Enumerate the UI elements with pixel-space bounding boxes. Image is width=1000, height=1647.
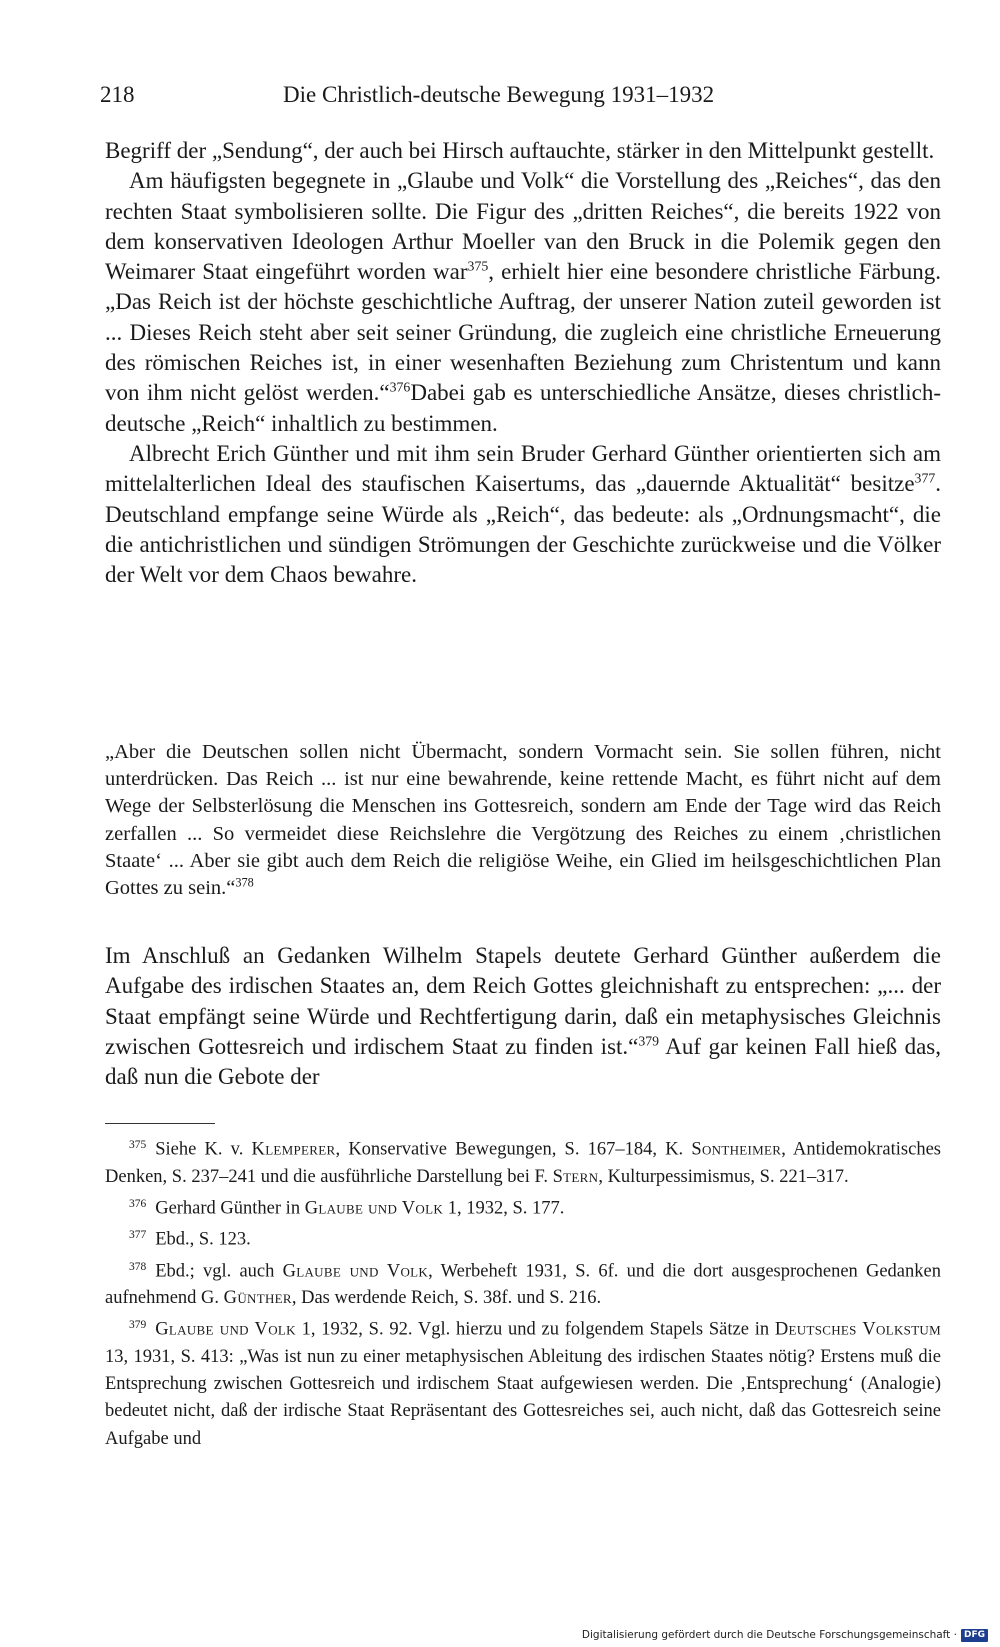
footnote-text: Ebd.; vgl. auch [155, 1261, 283, 1281]
footnote-ref-376[interactable]: 376 [389, 380, 411, 396]
footnote-text: 13, 1931, S. 413: „Was ist nun zu einer metaphysischen Ableitung des irdischen Staates nötig? Erstens muß die Entsprechung zwischen Gottesreich und irdischem Staat aufgewiesen werden. Die ‚Entsprechung‘ (Analogie) bedeutet nicht, daß der irdische Staat Repräsentant des Gottesreiches sei, auch nicht, daß das Gottesreich seine Aufgabe und [105, 1346, 941, 1449]
footnote-text: 1, 1932, S. 92. Vgl. hierzu und zu folgendem Stapels Sätze in [295, 1319, 775, 1340]
footnote-379 [105, 1312, 941, 1452]
paragraph-3 [105, 439, 941, 590]
paragraph-1 [105, 136, 941, 166]
main-text-block-1 [105, 136, 941, 590]
paragraph-4-text-b: Auf gar keinen Fall hieß das, daß nun die Gebote der [105, 1033, 941, 1090]
footnote-text: Gerhard Günther in [155, 1198, 305, 1218]
footnote-text: , Kulturpessimismus, S. 221–317. [598, 1166, 849, 1187]
paragraph-2-text-c: Dabei gab es unterschiedliche Ansätze, dieses christlich-deutsche „Reich“ inhaltlich zu bestimmen. [105, 380, 941, 436]
page-number: 218 [100, 82, 135, 107]
page-header [100, 78, 760, 112]
footnote-377 [105, 1222, 941, 1254]
paragraph-2 [105, 166, 941, 439]
credit-text: Digitalisierung gefördert durch die Deutsche Forschungsgemeinschaft · [581, 1629, 957, 1641]
paragraph-3-text-a: Albrecht Erich Günther und mit ihm sein Bruder Gerhard Günther orientierten sich am mittelalterlichen Ideal des staufischen Kaisertums, das „dauernde Aktualität“ besitze [105, 440, 941, 497]
footnote-number: 377 [129, 1229, 147, 1242]
footnote-divider [105, 1123, 215, 1124]
footnote-number: 375 [129, 1139, 147, 1151]
author-name: Sontheimer [691, 1139, 782, 1160]
author-name: Günther [223, 1288, 292, 1309]
footnote-number: 378 [129, 1260, 147, 1273]
footnote-number: 379 [129, 1319, 147, 1332]
journal-name: Deutsches Volkstum [774, 1319, 941, 1340]
footnote-text: , Das werdende Reich, S. 38f. und S. 216. [291, 1288, 602, 1309]
footnote-text: 1, 1932, S. 177. [443, 1198, 565, 1218]
journal-name: Glaube und Volk [282, 1261, 429, 1281]
footnote-ref-375[interactable]: 375 [467, 258, 489, 274]
author-name: Klemperer [251, 1139, 336, 1160]
footnote-ref-377[interactable]: 377 [914, 471, 936, 486]
footnote-375 [105, 1132, 941, 1191]
paragraph-4-text-a: Im Anschluß an Gedanken Wilhelm Stapels deutete Gerhard Günther außerdem die Aufgabe des irdischen Staates an, dem Reich Gottes gleichnishaft zu entsprechen: „... der Staat empfängt seine Würde und Rechtfertigung darin, daß ein metaphysisches Gleichnis zwischen Gottesreich und irdischem Staat zu finden ist.“ [105, 943, 941, 1059]
quote-text: „Aber die Deutschen sollen nicht Übermacht, sondern Vormacht sein. Sie sollen führen, nicht unterdrücken. Das Reich ... ist nur eine bewahrende, keine rettende Macht, es führt nicht auf dem Wege der Selbsterlösung die Menschen ins Gottesreich, sondern am Ende der Tage wird das Reich zerfallen ... So vermeidet diese Reichslehre die Vergötzung des Reiches zu einem ‚christlichen Staate‘ ... Aber sie gibt auch dem Reich die religiöse Weihe, ein Glied im heilsgeschichtlichen Plan Gottes zu sein.“ [105, 741, 941, 900]
quote-paragraph [105, 739, 941, 902]
dfg-logo-icon: DFG [961, 1629, 988, 1642]
paragraph-1-text: Begriff der „Sendung“, der auch bei Hirsch auftauchte, stärker in den Mittelpunkt gestellt. [105, 138, 935, 163]
footnote-text: , Konservative Bewegungen, S. 167–184, K. [335, 1139, 692, 1160]
digitization-credit [582, 1627, 988, 1643]
footnote-378 [105, 1254, 941, 1313]
author-name: Stern [552, 1166, 599, 1187]
paragraph-2-text-b: , erhielt hier eine besondere christliche Färbung. „Das Reich ist der höchste geschichtliche Auftrag, der unserer Nation zuteil geworden ist ... Dieses Reich steht aber seit seiner Gründung, die zugleich eine christliche Erneuerung des römischen Reiches ist, in einer wesenhaften Beziehung zum Christentum und kann von ihm nicht gelöst werden.“ [105, 259, 941, 406]
main-text-block-2 [105, 941, 941, 1092]
footnotes [105, 1132, 941, 1453]
footnote-text: Ebd., S. 123. [155, 1229, 251, 1250]
footnote-number: 376 [129, 1197, 147, 1210]
running-title: Die Christlich-deutsche Bewegung 1931–1932 [283, 82, 715, 107]
footnote-text: Siehe K. v. [155, 1139, 252, 1160]
footnote-ref-379[interactable]: 379 [638, 1033, 660, 1049]
paragraph-3-text-b: . Deutschland empfange seine Würde als „Reich“, das bedeute: als „Ordnungsmacht“, die die antichristlichen und sündigen Strömungen der Geschichte zurückweise und die Völker der Welt vor dem Chaos bewahre. [105, 471, 941, 588]
paragraph-4 [105, 941, 941, 1092]
journal-name: Glaube und Volk [304, 1198, 444, 1218]
footnote-ref-378[interactable]: 378 [235, 875, 254, 890]
footnote-text: , Antidemokratisches Denken, S. 237–241 und die ausführliche Darstellung bei F. [105, 1139, 941, 1187]
block-quote [105, 739, 941, 902]
paragraph-2-text-a: Am häufigsten begegnete in „Glaube und Volk“ die Vorstellung des „Reiches“, das den rechten Staat symbolisieren sollte. Die Figur des „dritten Reiches“, die bereits 1922 von dem konservativen Ideologen Arthur Moeller van den Bruck in die Polemik gegen den Weimarer Staat eingeführt worden war [105, 168, 941, 285]
footnote-text: , Werbeheft 1931, S. 6f. und die dort ausgesprochenen Gedanken aufnehmend G. [105, 1261, 941, 1309]
journal-name: Glaube und Volk [155, 1319, 296, 1340]
footnote-376 [105, 1191, 941, 1223]
